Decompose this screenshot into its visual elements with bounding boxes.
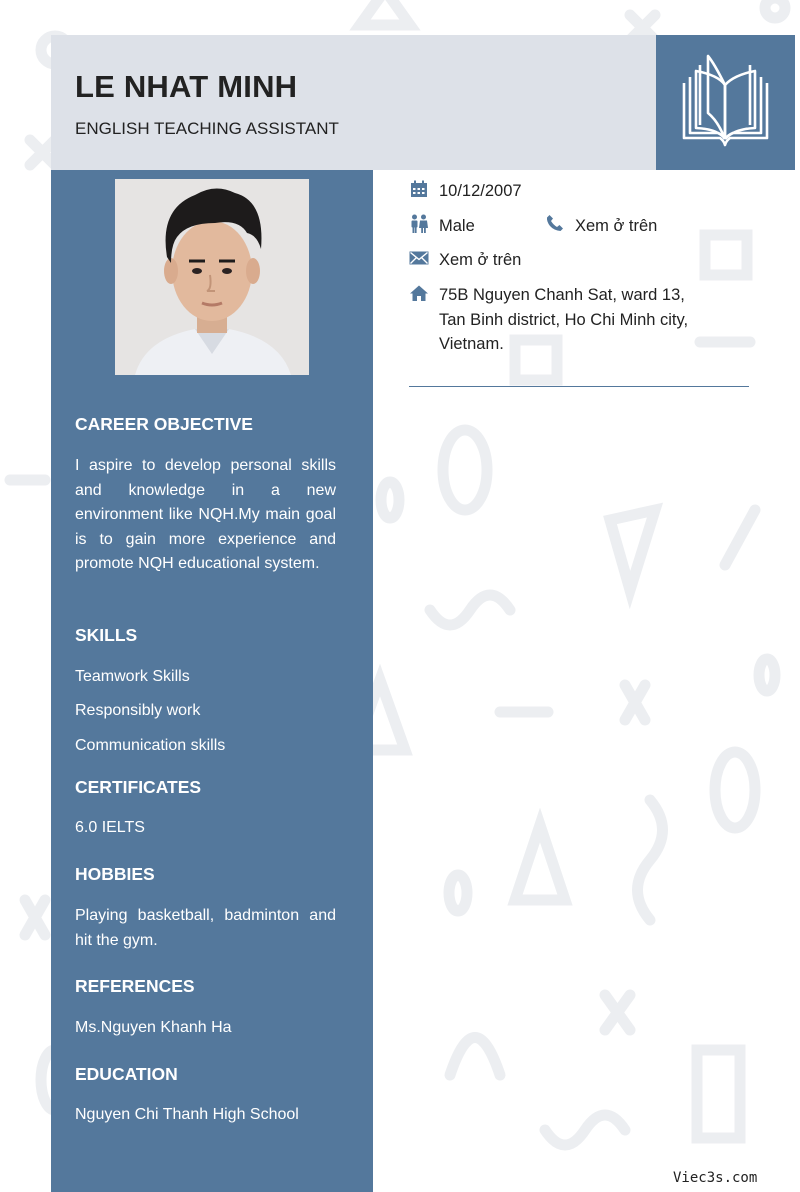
address-line: Vietnam. — [439, 335, 504, 353]
certificates-text: 6.0 IELTS — [75, 819, 145, 836]
candidate-name: LE NHAT MINH — [75, 69, 298, 104]
gender: Male — [439, 217, 475, 235]
email-icon — [409, 251, 429, 265]
address-line: 75B Nguyen Chanh Sat, ward 13, — [439, 286, 685, 304]
header-banner — [51, 35, 656, 170]
skills-heading: SKILLS — [75, 625, 138, 645]
profile-photo — [115, 179, 309, 375]
hobbies-heading: HOBBIES — [75, 864, 155, 884]
home-icon — [410, 285, 428, 301]
career-objective-text: I aspire to develop personal skills and knowledge in a new environment like NQH.My main goal is to gain more experience and promote NQH educational system. — [75, 457, 336, 572]
job-title: ENGLISH TEACHING ASSISTANT — [75, 119, 339, 138]
birthdate: 10/12/2007 — [439, 182, 522, 200]
skill-item: Communication skills — [75, 737, 226, 754]
career-objective-heading: CAREER OBJECTIVE — [75, 414, 253, 434]
skill-item: Teamwork Skills — [75, 668, 190, 685]
references-text: Ms.Nguyen Khanh Ha — [75, 1019, 232, 1036]
references-heading: REFERENCES — [75, 976, 195, 996]
address-line: Tan Binh district, Ho Chi Minh city, — [439, 311, 689, 329]
open-book-icon — [678, 53, 773, 148]
hobbies-text: Playing basketball, badminton and hit the gym. — [75, 907, 336, 949]
education-heading: EDUCATION — [75, 1064, 178, 1084]
phone-icon — [546, 214, 564, 232]
email: Xem ở trên — [439, 251, 522, 269]
phone: Xem ở trên — [575, 217, 658, 235]
certificates-heading: CERTIFICATES — [75, 777, 202, 797]
calendar-icon — [410, 180, 428, 198]
logo-box — [656, 35, 795, 170]
sidebar — [51, 170, 373, 1192]
watermark-text: Viec3s.com — [673, 1170, 758, 1186]
portrait-image — [115, 179, 309, 375]
skill-item: Responsibly work — [75, 702, 201, 719]
gender-icon — [410, 214, 428, 234]
contact-divider — [409, 386, 749, 387]
education-text: Nguyen Chi Thanh High School — [75, 1106, 299, 1123]
